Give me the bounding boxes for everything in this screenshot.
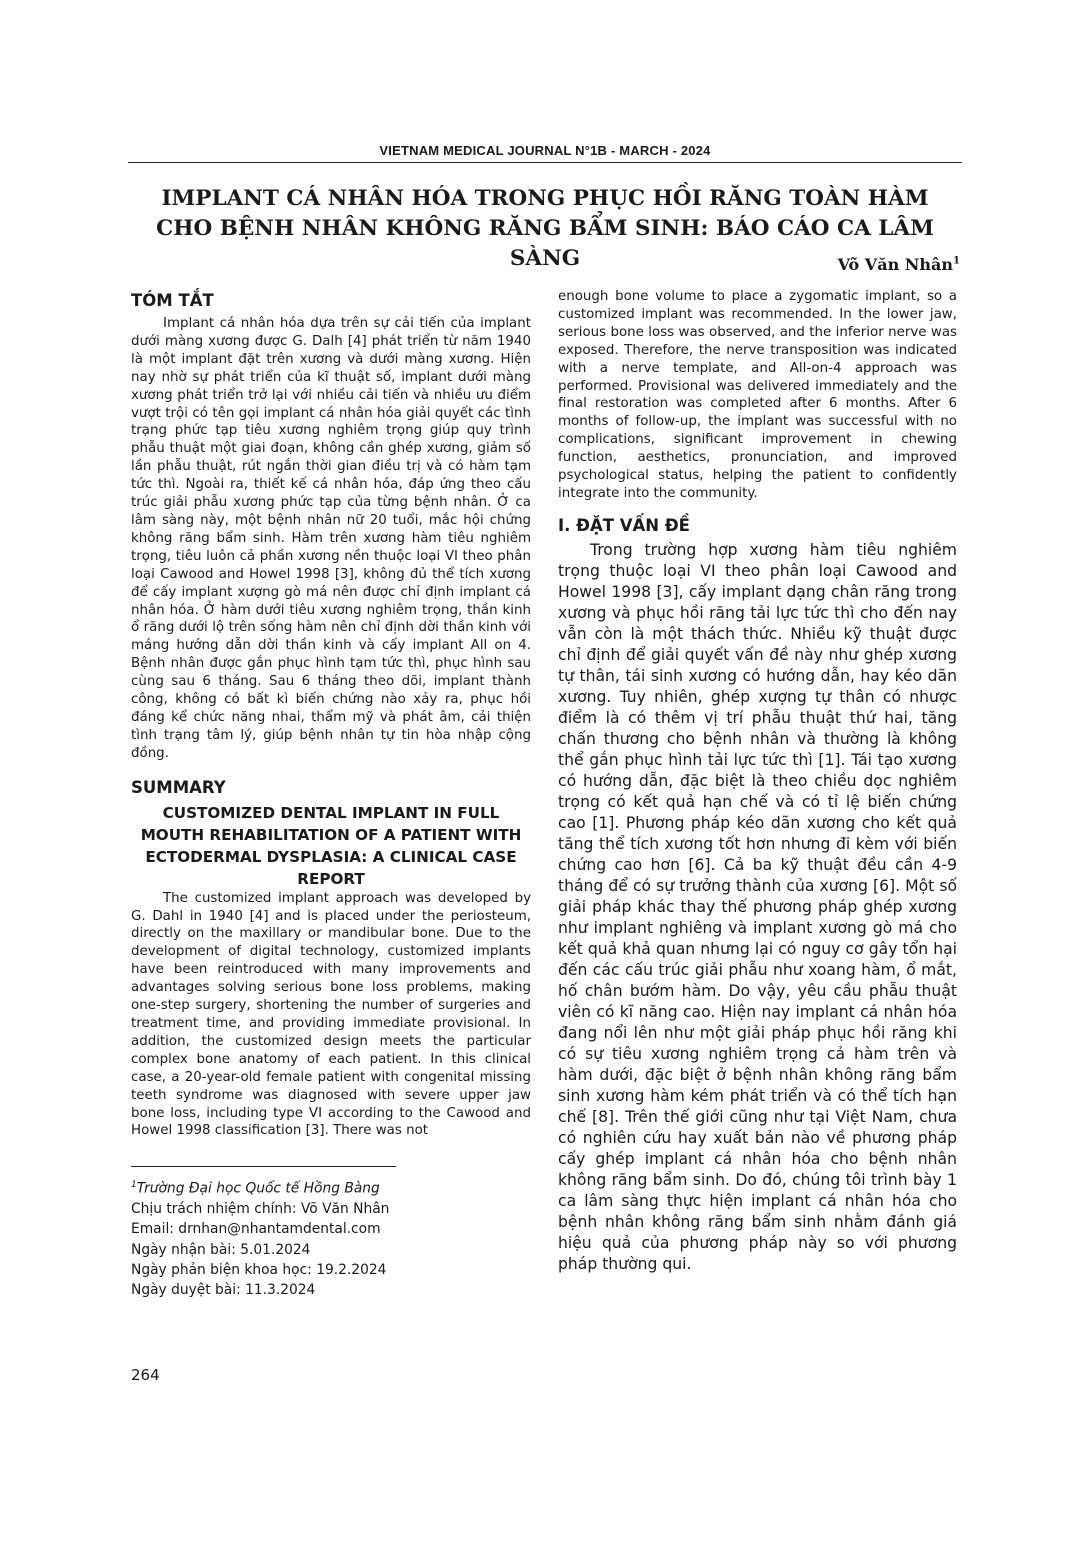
footnote-affiliation [131, 1175, 531, 1199]
summary-body-part2: enough bone volume to place a zygomatic implant, so a customized implant was recommended. In the lower jaw, serious bone loss was observed, and the inferior nerve was exposed. Therefore, the nerve transposition was indicated with a nerve template, and All-on-4 approach was performed. Provisional was delivered immediately and the final restoration was completed after 6 months. After 6 months of follow-up, the implant was successful with no complications, significant improvement in chewing function, aesthetics, pronunciation, and improved psychological status, helping the patient to confidently integrate into the community. [558, 289, 957, 501]
abstract-vi-body: Implant cá nhân hóa dựa trên sự cải tiến của implant dưới màng xương được G. Dalh [4] phát triển từ năm 1940 là một implant đặt trên xương và dưới màng xương. Hiện nay nhờ sự phát triển của kĩ thuật số, implant dưới màng xương phát triển trở lại với nhiều cải tiến và nhiều ưu điểm vượt trội có tên gọi implant cá nhân hóa giải quyết các tình trạng phức tạp tiêu xương nghiêm trọng giúp quy trình phẫu thuật một giai đoạn, không cần ghép xương, giảm số lần phẫu thuật, rút ngắn thời gian điều trị và có hàm tạm tức thì. Ngoài ra, thiết kế cá nhân hóa, đáp ứng theo cấu trúc giải phẫu xương phức tạp của từng bệnh nhân. Ở ca lâm sàng này, một bệnh nhân nữ 20 tuổi, mắc hội chứng không răng bẩm sinh. Hàm trên xương hàm tiêu nghiêm trọng, tiêu luôn cả phần xương nền thuộc loại VI theo phân loại Cawood and Howel 1998 [3], không đủ thể tích xương để cấy implant xượng gò má nên được chỉ định implant cá nhân hóa. Ở hàm dưới tiêu xương nghiêm trọng, thần kinh ổ răng dưới lộ trên sống hàm nên chỉ định dời thần kinh với máng hướng dẫn dời thần kinh và cấy implant All on 4. Bệnh nhân được gắn phục hình tạm tức thì, phục hình sau cùng sau 6 tháng. Sau 6 tháng theo dõi, implant thành công, không có bất kì biến chứng nào xảy ra, phục hồi đáng kể chức năng nhai, thẩm mỹ và phát âm, cải thiện tình trạng tâm lý, giúp bệnh nhân tự tin hòa nhập cộng đồng. [131, 316, 531, 761]
header-rule [128, 162, 962, 163]
author [838, 255, 960, 274]
footnote-accepted: Ngày duyệt bài: 11.3.2024 [131, 1281, 316, 1298]
summary-title: CUSTOMIZED DENTAL IMPLANT IN FULL MOUTH REHABILITATION OF A PATIENT WITH ECTODERMAL DYSPLASIA: A CLINICAL CASE REPORT [140, 803, 522, 888]
title-line-2: CHO BỆNH NHÂN KHÔNG RĂNG BẨM SINH: BÁO CÁO CA LÂM SÀNG [156, 216, 934, 271]
footnote-affiliation-mark: 1 [131, 1180, 137, 1191]
right-column [558, 288, 957, 1275]
section-1-body: Trong trường hợp xương hàm tiêu nghiêm trọng thuộc loại VI theo phân loại Cawood and Howel 1998 [3], cấy implant dạng chân răng trong xương và phục hồi răng tải lực tức thì cho đến nay vẫn còn là một thách thức. Nhiều kỹ thuật được chỉ định để giải quyết vấn đề này như ghép xương tự thân, tái sinh xương có hướng dẫn, hay kéo dãn xương. Tuy nhiên, ghép xượng tự thân có nhược điểm là có thêm vị trí phẫu thuật thứ hai, tăng chấn thương cho bệnh nhân và thường là không thể gắn phục hình tải lực tức thì [1]. Tái tạo xương có hướng dẫn, đặc biệt là theo chiều dọc nghiêm trọng có kết quả hạn chế và có tỉ lệ biến chứng cao [1]. Phương pháp kéo dãn xương cho kết quả tăng thể tích xương tốt hơn nhưng đi kèm với biến chứng cao hơn [6]. Cả ba kỹ thuật đều cần 4-9 tháng để có sự trưởng thành của xương [6]. Một số giải pháp khác thay thế phương pháp ghép xương như implant nghiêng và implant xương gò má cho kết quả khả quan nhưng lại có nguy cơ gây tổn hại đến các cấu trúc giải phẫu như xoang hàm, ổ mắt, hố chân bướm hàm. Do vậy, yêu cầu phẫu thuật viên có kĩ năng cao. Hiện nay implant cá nhân hóa đang nổi lên như một giải pháp phục hồi răng khi có sự tiêu xương nghiêm trọng cả hàm trên và hàm dưới, đặc biệt ở bệnh nhân không răng bẩm sinh xương hàm kém phát triển và có thể tích hạn chế [8]. Trên thế giới cũng như tại Việt Nam, chưa có nghiên cứu hay xuất bản nào về phương pháp cấy ghép implant cá nhân hóa cho bệnh nhân không răng bẩm sinh. Do đó, chúng tôi trình bày 1 ca lâm sàng thực hiện implant cá nhân hóa cho bệnh nhân không răng bẩm sinh nhằm đánh giá hiệu quả của phương pháp này so với phương pháp thường qui. [558, 540, 957, 1273]
summary-heading: SUMMARY [131, 777, 226, 797]
footnote-rule [131, 1166, 396, 1167]
author-affiliation-mark: 1 [953, 255, 960, 267]
section-1-heading: I. ĐẶT VẤN ĐỀ [558, 515, 690, 535]
journal-header: VIETNAM MEDICAL JOURNAL N°1B - MARCH - 2024 [379, 143, 711, 158]
footnote-received: Ngày nhận bài: 5.01.2024 [131, 1241, 311, 1258]
title-line-1: IMPLANT CÁ NHÂN HÓA TRONG PHỤC HỒI RĂNG TOÀN HÀM [161, 186, 929, 211]
page-number: 264 [131, 1366, 160, 1384]
footnote-corresponding: Chịu trách nhiệm chính: Võ Văn Nhân [131, 1201, 390, 1218]
summary-body-part1: The customized implant approach was developed by G. Dahl in 1940 [4] and is placed under the periosteum, directly on the maxillary or mandibular bone. Due to the development of digital technology, customized implants have been reintroduced with many improvements and advantages solving serious bone loss problems, making one-step surgery, shortening the number of surgeries and treatment time, and providing immediate provisional. In addition, the customized design meets the particular complex bone anatomy of each patient. In this clinical case, a 20-year-old female patient with congenital missing teeth syndrome was diagnosed with severe upper jaw bone loss, including type VI according to the Cawood and Howel 1998 classification [3]. There was not [131, 890, 531, 1139]
footnote-reviewed: Ngày phản biện khoa học: 19.2.2024 [131, 1261, 387, 1278]
footnote-email: Email: drnhan@nhantamdental.com [131, 1221, 381, 1238]
abstract-vi-heading: TÓM TẮT [131, 291, 214, 310]
footnote-affiliation-text: Trường Đại học Quốc tế Hồng Bàng [136, 1180, 380, 1197]
author-name: Võ Văn Nhân [837, 255, 954, 274]
left-column [131, 288, 531, 1300]
